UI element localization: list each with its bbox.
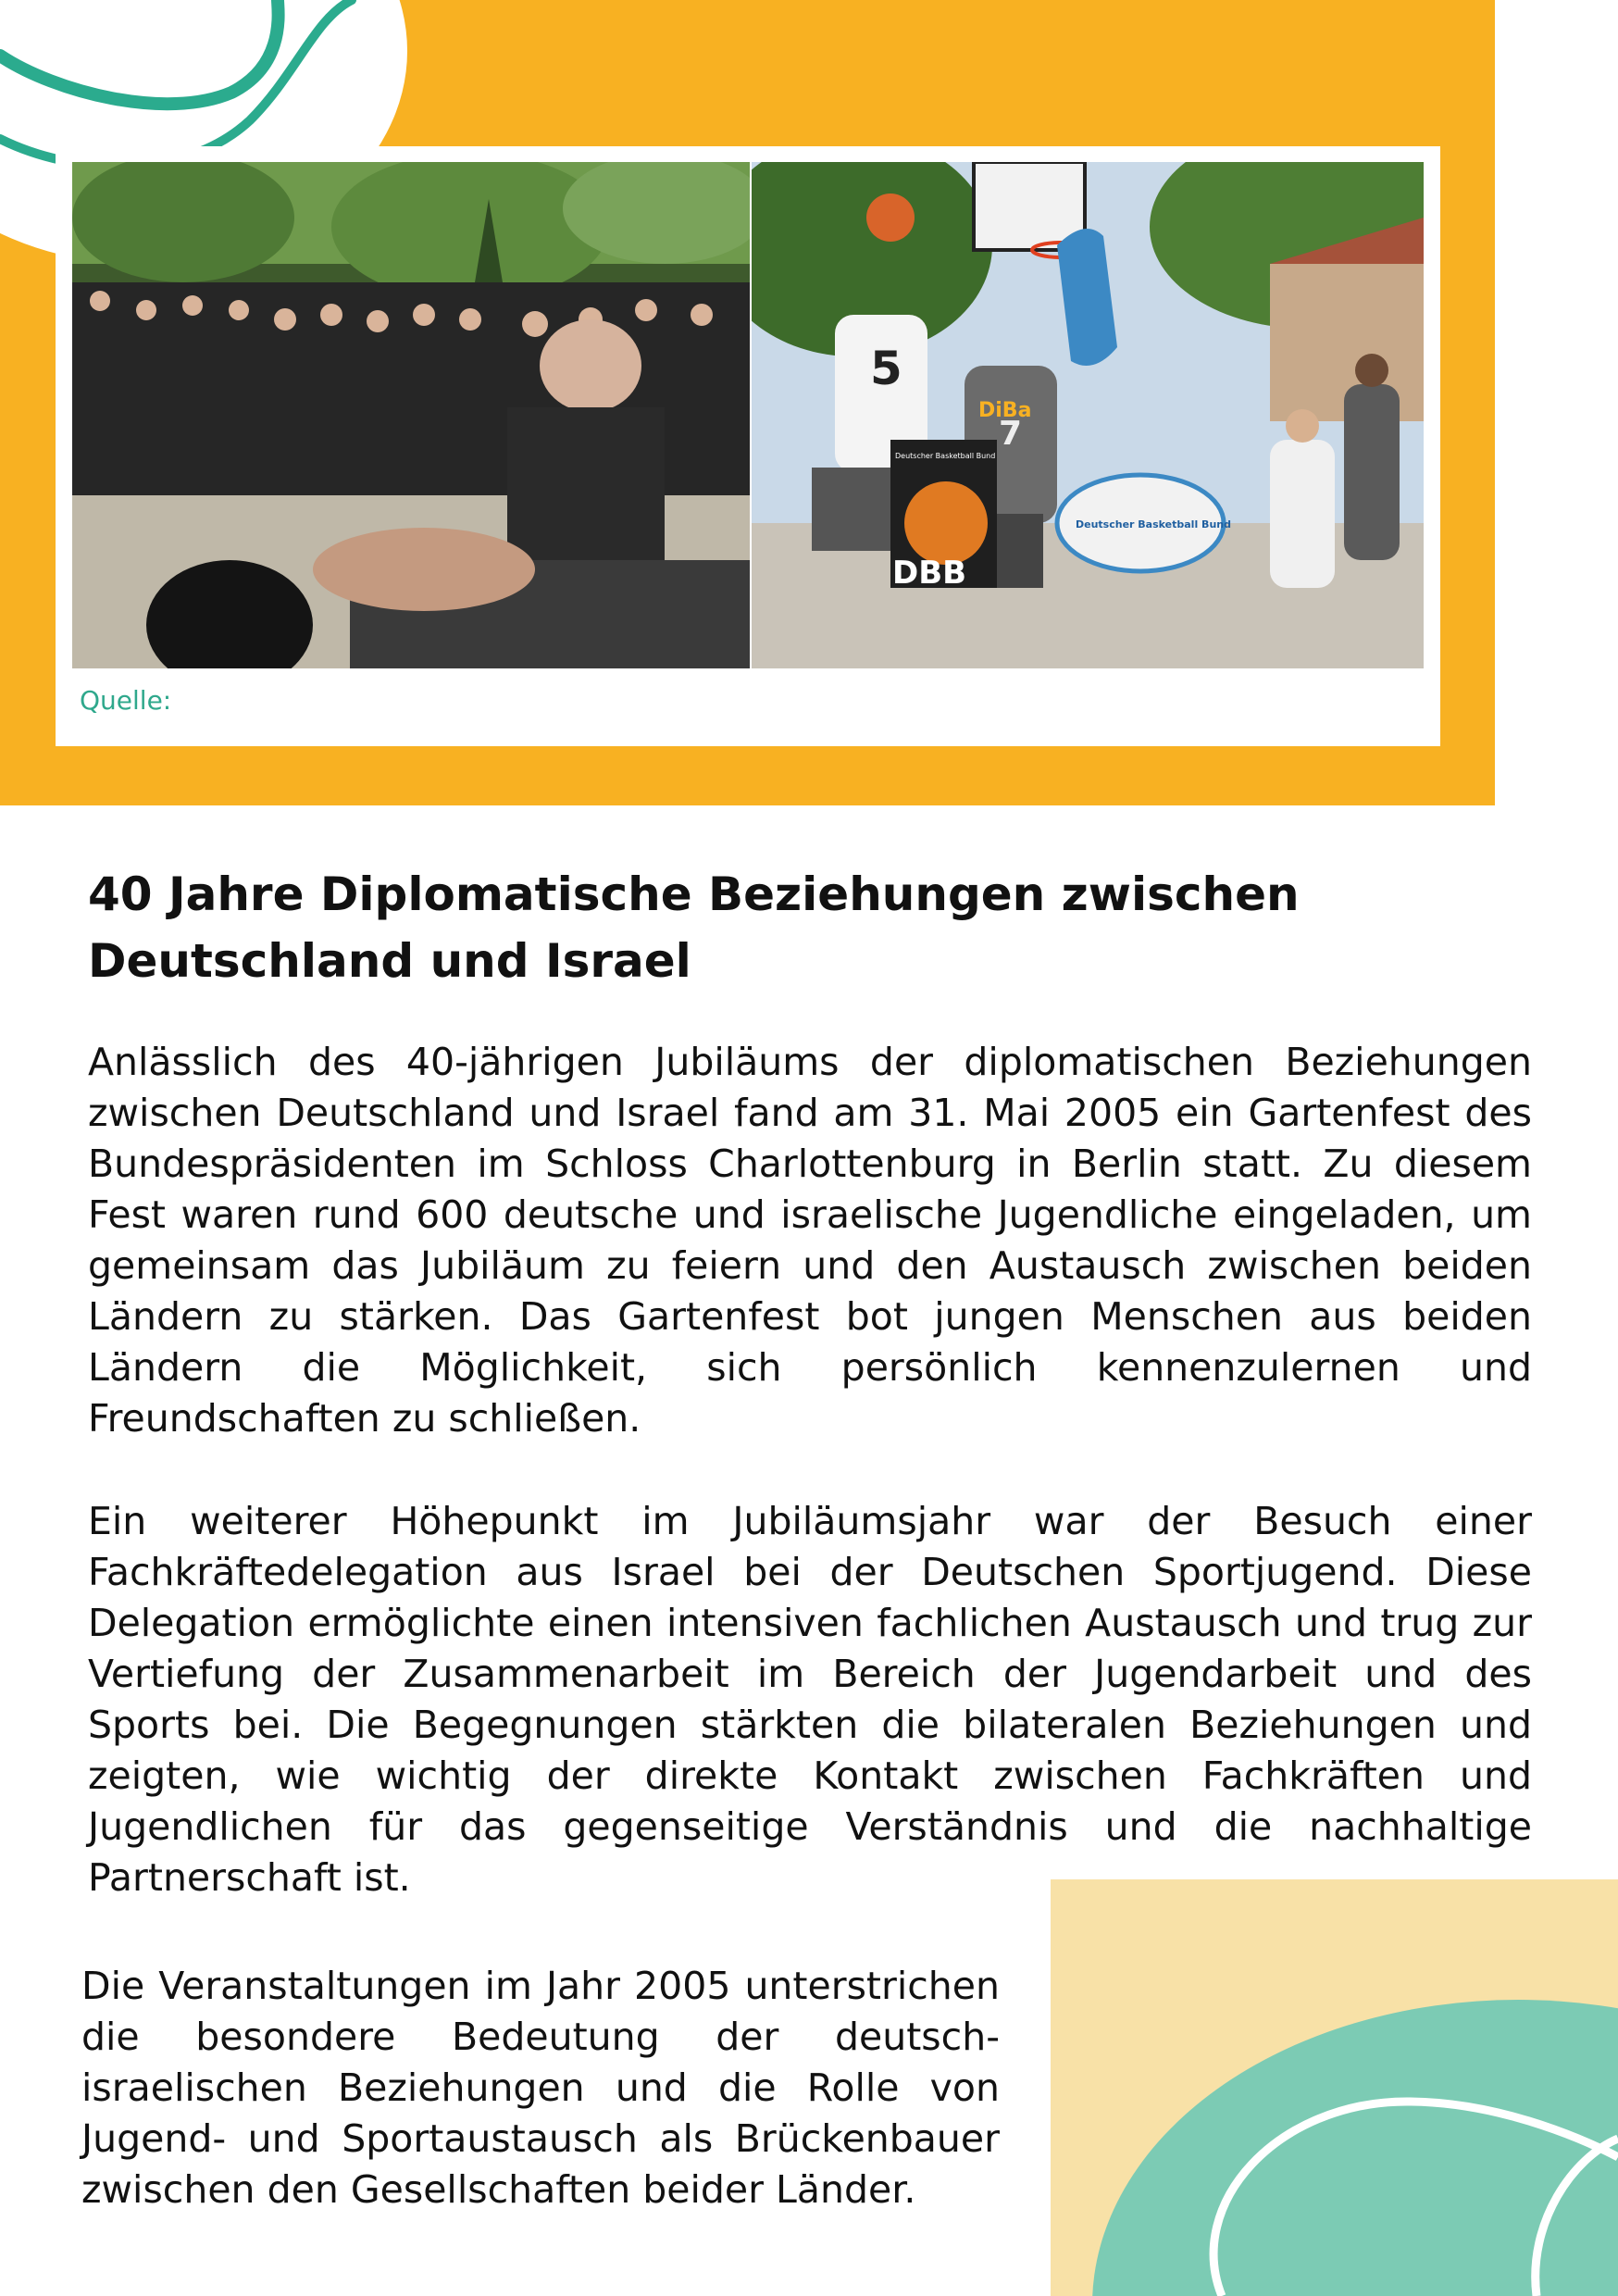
paragraph-2: Ein weiterer Höhepunkt im Jubiläumsjahr war der Besuch einer Fachkräftedelegation aus Israel bei der Deutschen Sportjugend. Diese Delegation ermöglichte einen intensiven fachlichen Austausch und trug zur Vertiefung der Zusammenarbeit im Bereich der Jugendarbeit und des Sports bei. Die Begegnungen stärkten die bilateralen Beziehungen und zeigten, wie wichtig der direkte Kontakt zwischen Fachkräften und Jugendlichen für das gegenseitige Verständnis und die nachhaltige Partnerschaft ist. — [88, 1499, 1532, 1900]
page-title: 40 Jahre Diplomatische Beziehungen zwischen Deutschland und Israel — [88, 867, 1300, 988]
diba-jersey-logo: DiBa — [978, 399, 1032, 422]
jersey-number-5: 5 — [870, 342, 902, 395]
paragraph-1: Anlässlich des 40-jährigen Jubiläums der diplomatischen Beziehungen zwischen Deutschland und Israel fand am 31. Mai 2005 ein Gartenfest des Bundespräsidenten im Schloss Charlottenburg in Berlin statt. Zu diesem Fest waren rund 600 deutsche und israelische Jugendliche eingeladen, um gemeinsam das Jubiläum zu feiern und den Austausch zwischen beiden Ländern zu stärken. Das Gartenfest bot jungen Menschen aus beiden Ländern die Möglichkeit, sich persönlich kennenzulernen und Freundschaften zu schließen. — [88, 1040, 1532, 1441]
photo-card — [56, 146, 1440, 746]
dbb-banner-text: Deutscher Basketball Bund — [1076, 518, 1231, 530]
basketball-photo — [752, 162, 1424, 668]
garden-reception-photo — [72, 162, 750, 668]
jersey-number-7: 7 — [999, 415, 1023, 453]
photo-caption: Quelle: — [80, 685, 172, 716]
dbb-board-text: Deutscher Basketball Bund — [895, 452, 996, 460]
paragraph-3: Die Veranstaltungen im Jahr 2005 unterstrichen die besondere Bedeutung der deutsch-israelischen Beziehungen und die Rolle von Jugend- und Sportaustausch als Brückenbauer zwischen den Gesellschaften beider Länder. — [81, 1964, 1000, 2212]
dbb-board-sign: DBB — [892, 555, 967, 592]
